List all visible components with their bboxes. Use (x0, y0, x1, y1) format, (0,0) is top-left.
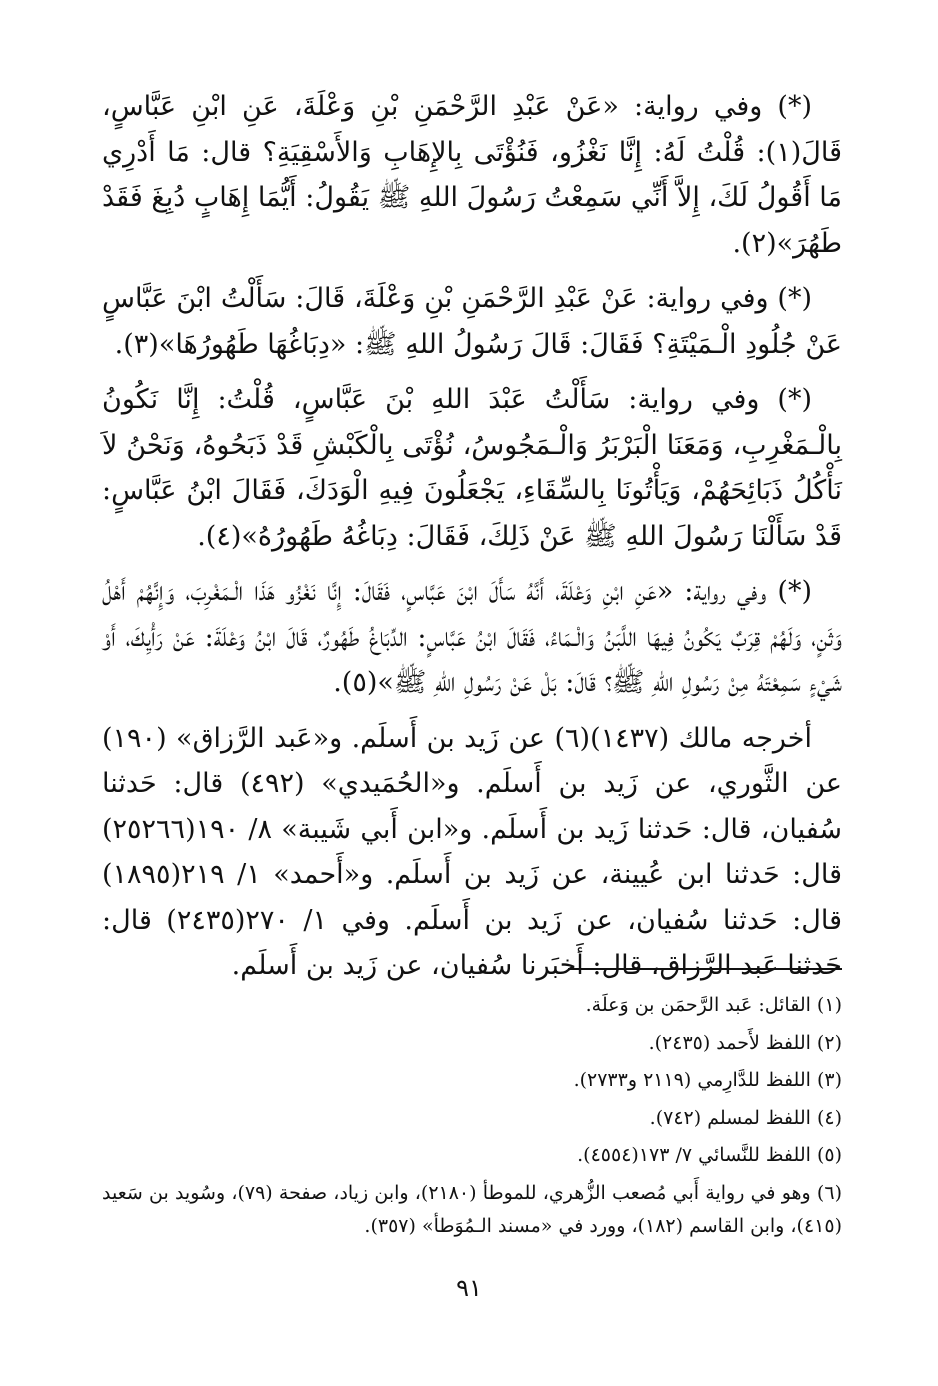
main-text (102, 84, 842, 999)
footnote-4: (٤) اللفظ لمسلم (٧٤٢). (649, 1106, 842, 1129)
footnote-6: (٦) وهو في رواية أَبي مُصعب الزُّهري، للموطأ (٢١٨٠)، وابن زياد، صفحة (٧٩)، وسُويد بن سَعيد (٤١٥)، وابن القاسم (١٨٢)، وورد في «مسند الـمُوَطأ» (٣٥٧). (102, 1181, 842, 1237)
takhrij-paragraph: أخرجه مالك (١٤٣٧)(٦) عن زَيد بن أَسلَم. و«عَبد الرَّزاق» (١٩٠) عن الثَّوري، عن زَيد بن أَسلَم. و«الحُمَيدي» (٤٩٢) قال: حَدثنا سُفيان، قال: حَدثنا زَيد بن أَسلَم. و«ابن أَبي شَيبة» ٨/ ١٩٠(٢٥٢٦٦) قال: حَدثنا ابن عُيينة، عن زَيد بن أَسلَم. و«أَحمد» ١/ ٢١٩(١٨٩٥) قال: حَدثنا سُفيان، عن زَيد بن أَسلَم. وفي ١/ ٢٧٠(٢٤٣٥) قال: حَدثنا عَبد الرَّزاق، قال: أَخبَرنا سُفيان، عن زَيد بن أَسلَم. (102, 722, 842, 981)
hadith-narration-3: (*) وفي رواية: سَأَلْتُ عَبْدَ اللهِ بْنَ عَبَّاسٍ، قُلْتُ: إِنَّا نَكُونُ بِالْـمَغْرِبِ، وَمَعَنَا الْبَرْبَرُ وَالْـمَجُوسُ، نُؤْتَى بِالْكَبْشِ قَدْ ذَبَحُوهُ، وَنَحْنُ لاَ نَأْكُلُ ذَبَائِحَهُمْ، وَيَأْتُونَا بِالسِّقَاءِ، يَجْعَلُونَ فِيهِ الْوَدَكَ، فَقَالَ ابْنُ عَبَّاسٍ: قَدْ سَأَلْنَا رَسُولَ اللهِ ﷺ عَنْ ذَلِكَ، فَقَالَ: دِبَاغُهُ طَهُورُهُ»(٤). (102, 384, 842, 552)
hadith-narration-4: (*) وفي رواية: «عَنِ ابْنِ وَعْلَةَ، أَنَّهُ سَأَلَ ابْنَ عَبَّاسٍ، فَقَالَ: إِنَّا نَغْزُو هَذَا الْـمَغْرِبَ، وَإِنَّهُمْ أَهْلُ وَثَنٍ، وَلَهُمْ قِرَبٌ يَكُونُ فِيهَا اللَّبَنُ وَالْـمَاءُ، فَقَالَ ابْنُ عَبَّاسٍ: الدِّبَاغُ طَهُورٌ، قَالَ ابْنُ وَعْلَةَ: عَنْ رَأْيِكَ، أَوْ شَيْءٍ سَمِعْتَهُ مِنْ رَسُولِ اللهِ ﷺ؟ قَالَ: بَلْ عَنْ رَسُولِ اللهِ ﷺ»(٥). (102, 576, 842, 698)
footnote-5: (٥) اللفظ للنَّسائي ٧/ ١٧٣(٤٥٥٤). (577, 1144, 842, 1166)
page-number: ٩١ (456, 1274, 482, 1302)
footnote-1: (١) القائل: عَبد الرَّحمَن بن وَعلَة. (585, 994, 842, 1016)
footnote-2: (٢) اللفظ لأَحمد (٢٤٣٥). (648, 1031, 842, 1054)
hadith-narration-1: (*) وفي رواية: «عَنْ عَبْدِ الرَّحْمَنِ بْنِ وَعْلَةَ، عَنِ ابْنِ عَبَّاسٍ، قَالَ(١): قُلْتُ لَهُ: إِنَّا نَغْزُو، فَنُؤْتَى بِالإِهَابِ وَالأَسْقِيَةِ؟ قال: مَا أَدْرِي مَا أَقُولُ لَكَ، إِلاَّ أَنِّي سَمِعْتُ رَسُولَ اللهِ ﷺ يَقُولُ: أَيُّمَا إِهَابٍ دُبِغَ فَقَدْ طَهُرَ»(٢). (102, 91, 842, 259)
hadith-narration-2: (*) وفي رواية: عَنْ عَبْدِ الرَّحْمَنِ بْنِ وَعْلَةَ، قَالَ: سَأَلْتُ ابْنَ عَبَّاسٍ عَنْ جُلُودِ الْـمَيْتَةِ؟ فَقَالَ: قَالَ رَسُولُ اللهِ ﷺ: «دِبَاغُهَا طَهُورُهَا»(٣). (102, 283, 842, 360)
footnotes (102, 989, 842, 1248)
footnote-separator (568, 968, 842, 970)
footnote-3: (٣) اللفظ للدَّارِمي (٢١١٩ و٢٧٣٣). (573, 1069, 842, 1091)
